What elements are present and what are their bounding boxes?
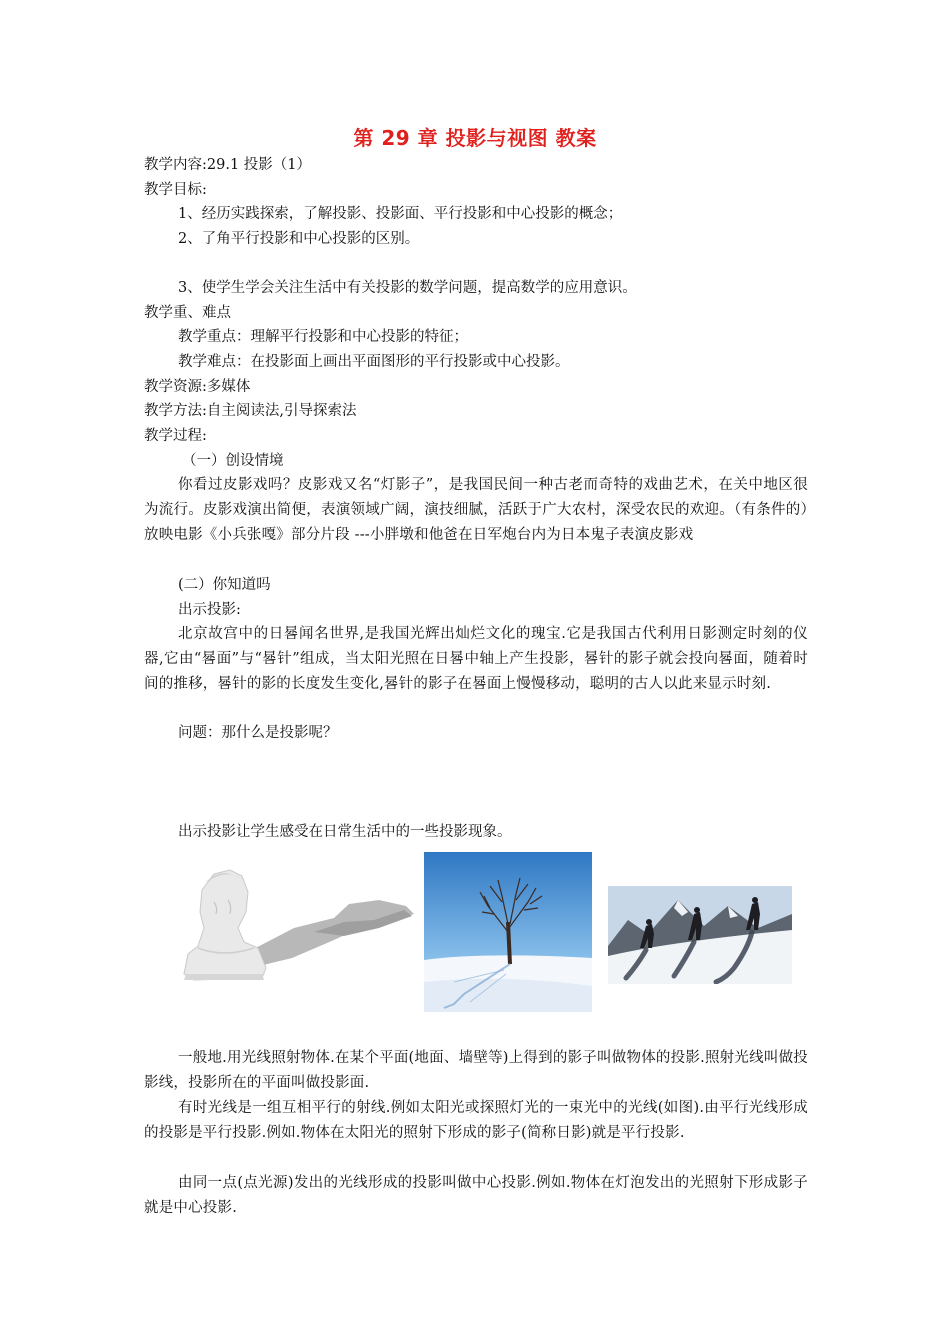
section-heading: (二）你知道吗 [178, 577, 271, 593]
goals-label: 教学目标: [144, 182, 207, 198]
show-images-line: 出示投影让学生感受在日常生活中的一些投影现象。 [178, 824, 512, 840]
question-line: 问题：那什么是投影呢？ [178, 725, 338, 741]
statue-shadow-image [174, 862, 414, 984]
paragraph-parallel-projection: 有时光线是一组互相平行的射线.例如太阳光或探照灯光的一束光中的光线(如图).由平行光线形成的投影是平行投影.例如.物体在太阳光的照射下形成的影子(简称日影)就是平行投影. [144, 1100, 808, 1141]
paragraph-sundial: 北京故宫中的日晷闻名世界,是我国光辉出灿烂文化的瑰宝.它是我国古代利用日影测定时刻的仪器,它由“晷面”与“晷针”组成，当太阳光照在日晷中轴上产生投影，晷针的影子就会投向晷面，随着时间的推移，晷针的影的长度发生变化,晷针的影子在晷面上慢慢移动，聪明的古人以此来显示时刻. [144, 626, 808, 692]
document-title: 第 29 章 投影与视图 教案 [353, 126, 597, 150]
show-projection-label: 出示投影: [178, 602, 241, 618]
resource-line: 教学资源:多媒体 [144, 379, 251, 395]
key-point: 教学重点：理解平行投影和中心投影的特征； [178, 329, 468, 345]
goal-item: 1、经历实践探索，了解投影、投影面、平行投影和中心投影的概念； [178, 206, 623, 222]
paragraph-projection-def: 一般地.用光线照射物体.在某个平面(地面、墙壁等)上得到的影子叫做物体的投影.照射光线叫做投影线，投影所在的平面叫做投影面. [144, 1050, 808, 1091]
paragraph-shadow-play: 你看过皮影戏吗？皮影戏又名“灯影子”，是我国民间一种古老而奇特的戏曲艺术，在关中地区很为流行。皮影戏演出简便，表演领域广阔，演技细腻，活跃于广大农村，深受农民的欢迎。（有条件的）放映电影《小兵张嘎》部分片段 ---小胖墩和他爸在日军炮台内为日本鬼子表演皮影戏 [144, 477, 808, 543]
method-line: 教学方法:自主阅读法,引导探索法 [144, 403, 357, 419]
goal-item: 3、使学生学会关注生活中有关投影的数学问题，提高数学的应用意识。 [178, 280, 637, 296]
tree-snow-image [424, 852, 592, 1012]
difficult-point: 教学难点：在投影面上画出平面图形的平行投影或中心投影。 [178, 354, 570, 370]
content-label: 教学内容:29.1 投影（1） [144, 157, 312, 173]
key-label: 教学重、难点 [144, 305, 231, 321]
process-label: 教学过程: [144, 428, 207, 444]
paragraph-central-projection: 由同一点(点光源)发出的光线形成的投影叫做中心投影.例如.物体在灯泡发出的光照射下形成影子就是中心投影. [144, 1175, 808, 1216]
climbers-shadow-image [608, 886, 792, 984]
section-heading: （一）创设情境 [182, 453, 284, 469]
goal-item: 2、了角平行投影和中心投影的区别。 [178, 231, 420, 247]
